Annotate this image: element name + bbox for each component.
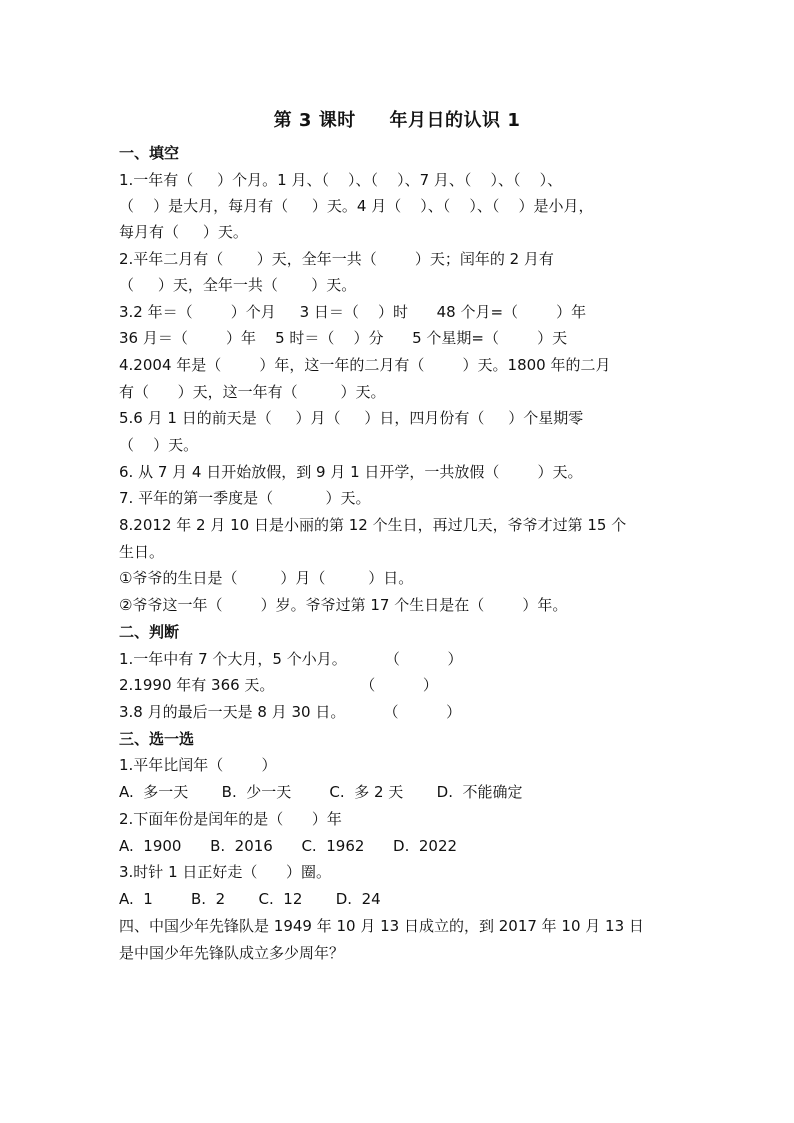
word-problem-line: 是中国少年先锋队成立多少周年？	[119, 944, 345, 962]
section-heading-choose: 三、选一选	[119, 730, 195, 748]
question-line: 1.一年中有 7 个大月，5 个小月。 （ ）	[119, 650, 463, 668]
question-line: 5.6 月 1 日的前天是（ ）月（ ）日，四月份有（ ）个星期零	[119, 409, 584, 427]
word-problem-line: 四、中国少年先锋队是 1949 年 10 月 13 日成立的，到 2017 年 10 月 13 日	[119, 917, 644, 935]
question-line: 1.一年有（ ）个月。1 月、（ ）、（ ）、7 月、（ ）、（ ）、	[119, 171, 563, 189]
page-title: 第 3 课时 年月日的认识 1	[273, 110, 521, 131]
question-line: 2.下面年份是闰年的是（ ）年	[119, 810, 342, 828]
section-heading-judge: 二、判断	[119, 623, 180, 641]
question-line: 3.时针 1 日正好走（ ）圈。	[119, 863, 332, 881]
question-line: 有（ ）天，这一年有（ ）天。	[119, 383, 386, 401]
question-line: 36 月＝（ ）年 5 时＝（ ）分 5 个星期=（ ）天	[119, 329, 568, 347]
question-line: 3.2 年＝（ ）个月 3 日＝（ ）时 48 个月=（ ）年	[119, 303, 587, 321]
question-line: （ ）天，全年一共（ ）天。	[119, 276, 357, 294]
question-line: 6. 从 7 月 4 日开始放假，到 9 月 1 日开学，一共放假（ ）天。	[119, 463, 583, 481]
question-line: 1.平年比闰年（ ）	[119, 756, 277, 774]
answer-options: A. 1 B. 2 C. 12 D. 24	[119, 890, 381, 908]
question-line: 每月有（ ）天。	[119, 223, 248, 241]
question-line: （ ）是大月，每月有（ ）天。4 月（ ）、（ ）、（ ）是小月，	[119, 197, 594, 215]
section-heading-fill-blank: 一、填空	[119, 144, 180, 162]
question-line: （ ）天。	[119, 436, 199, 454]
question-line: 生日。	[119, 543, 165, 561]
question-line: 4.2004 年是（ ）年，这一年的二月有（ ）天。1800 年的二月	[119, 356, 611, 374]
question-line: 2.平年二月有（ ）天，全年一共（ ）天；闰年的 2 月有	[119, 250, 554, 268]
answer-options: A. 1900 B. 2016 C. 1962 D. 2022	[119, 837, 458, 855]
question-line: 8.2012 年 2 月 10 日是小丽的第 12 个生日，再过几天，爷爷才过第 15 个	[119, 516, 627, 534]
question-line: ②爷爷这一年（ ）岁。爷爷过第 17 个生日是在（ ）年。	[119, 596, 568, 614]
question-line: 2.1990 年有 366 天。 （ ）	[119, 676, 438, 694]
answer-options: A. 多一天 B. 少一天 C. 多 2 天 D. 不能确定	[119, 783, 523, 801]
question-line: ①爷爷的生日是（ ）月（ ）日。	[119, 569, 414, 587]
question-line: 7. 平年的第一季度是（ ）天。	[119, 489, 371, 507]
question-line: 3.8 月的最后一天是 8 月 30 日。 （ ）	[119, 703, 462, 721]
